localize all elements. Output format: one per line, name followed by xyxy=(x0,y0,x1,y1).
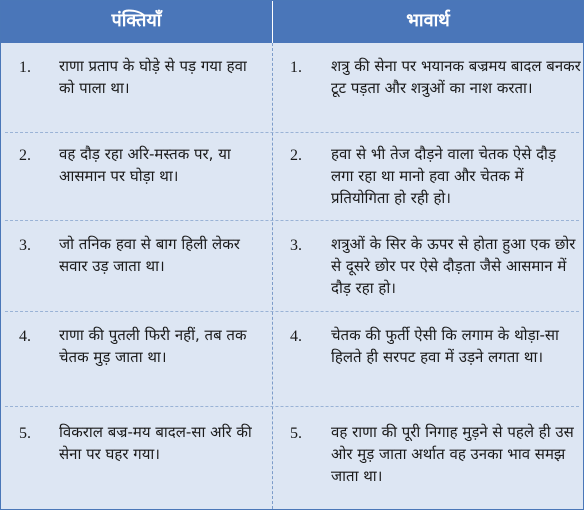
poem-line: वह दौड़ रहा अरि-मस्तक पर, या आसमान पर घोड़ा था। xyxy=(59,145,231,185)
line-number: 3. xyxy=(19,237,31,254)
row-separator xyxy=(5,220,579,221)
meaning-text: शत्रु की सेना पर भयानक बज्रमय बादल बनकर टूट पड़ता और शत्रुओं का नाश करता। xyxy=(331,57,581,97)
poem-line: राणा की पुतली फिरी नहीं, तब तक चेतक मुड़ जाता था। xyxy=(59,326,247,366)
row-separator xyxy=(5,132,579,133)
poem-line: विकराल बज्र-मय बादल-सा अरि की सेना पर घहर गया। xyxy=(59,423,252,463)
meaning-number: 1. xyxy=(290,59,302,76)
row-separator xyxy=(5,406,579,407)
meaning-number: 4. xyxy=(290,328,302,345)
header-lines: पंक्तियाँ xyxy=(111,10,162,31)
row-separator xyxy=(5,311,579,312)
poem-line: राणा प्रताप के घोड़े से पड़ गया हवा को पाला था। xyxy=(59,57,247,97)
line-number: 1. xyxy=(19,59,31,76)
column-divider xyxy=(272,43,273,509)
poem-line: जो तनिक हवा से बाग हिली लेकर सवार उड़ जाता था। xyxy=(59,235,240,275)
meaning-text: हवा से भी तेज दौड़ने वाला चेतक ऐसे दौड़ लगा रहा था मानो हवा और चेतक में प्रतियोगिता हो रही हो। xyxy=(331,145,556,207)
line-number: 5. xyxy=(19,425,31,442)
meaning-text: चेतक की फुर्ती ऐसी कि लगाम के थोड़ा-सा हिलते ही सरपट हवा में उड़ने लगता था। xyxy=(331,326,559,366)
meaning-number: 3. xyxy=(290,237,302,254)
meaning-text: शत्रुओं के सिर के ऊपर से होता हुआ एक छोर से दूसरे छोर पर ऐसे दौड़ता जैसे आसमान में दौड़ रहा हो। xyxy=(331,235,576,297)
header-meaning: भावार्थ xyxy=(406,10,450,31)
meaning-number: 2. xyxy=(290,147,302,164)
table-header xyxy=(1,1,583,43)
line-number: 4. xyxy=(19,328,31,345)
meaning-text: वह राणा की पूरी निगाह मुड़ने से पहले ही उस ओर मुड़ जाता अर्थात वह उनका भाव समझ जाता था। xyxy=(331,423,574,485)
line-number: 2. xyxy=(19,147,31,164)
meaning-number: 5. xyxy=(290,425,302,442)
